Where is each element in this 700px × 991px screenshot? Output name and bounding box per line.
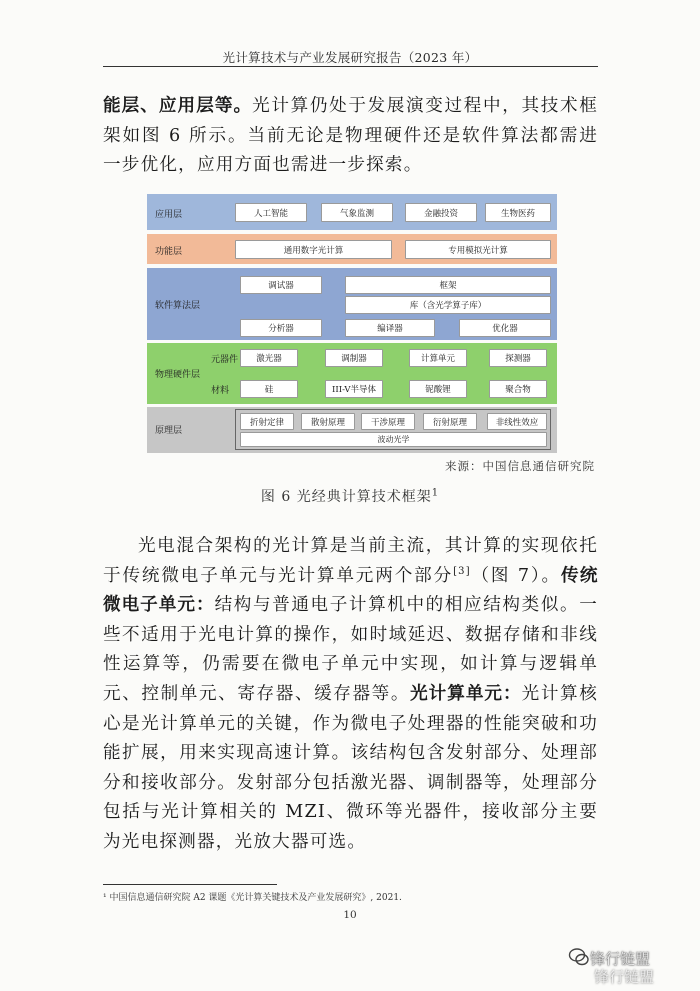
debugger-box: 调试器 bbox=[240, 276, 322, 294]
paragraph-1 bbox=[103, 92, 598, 181]
component-box: 调制器 bbox=[325, 349, 383, 367]
p2-bold-optical-unit: 光计算单元： bbox=[410, 683, 522, 704]
paragraph-1-text: 光计算仍处于发展演变过程中，其技术框架如图 6 所示。当前无论是物理硬件还是软件算法都需进一步优化，应用方面也需进一步探索。 bbox=[103, 96, 598, 176]
function-layer bbox=[147, 234, 557, 264]
principle-item: 干涉原理 bbox=[361, 413, 415, 430]
principle-item: 非线性效应 bbox=[487, 413, 547, 430]
analyzer-box: 分析器 bbox=[240, 319, 322, 337]
materials-label: 材料 bbox=[211, 386, 230, 396]
component-box: 探测器 bbox=[489, 349, 547, 367]
hardware-layer bbox=[147, 343, 557, 404]
application-layer-label: 应用层 bbox=[155, 210, 183, 220]
compiler-box: 编译器 bbox=[345, 319, 435, 337]
wave-optics-box: 波动光学 bbox=[240, 432, 547, 447]
caption-text: 图 6 光经典计算技术框架 bbox=[260, 489, 432, 505]
figure-source: 来源：中国信息通信研究院 bbox=[445, 459, 595, 473]
figure-caption bbox=[0, 486, 700, 506]
component-box: 激光器 bbox=[240, 349, 298, 367]
footnote-rule bbox=[103, 884, 277, 885]
watermark-text-2: 锋行链盟 bbox=[593, 968, 654, 986]
material-box: 铌酸锂 bbox=[409, 380, 467, 398]
p2-citation: [3] bbox=[453, 565, 471, 577]
material-box: 聚合物 bbox=[489, 380, 547, 398]
software-layer-label: 软件算法层 bbox=[155, 301, 201, 311]
optimizer-box: 优化器 bbox=[459, 319, 551, 337]
application-layer bbox=[147, 194, 557, 230]
p2-text-2: （图 7）。 bbox=[470, 565, 561, 586]
paragraph-1-bold: 能层、应用层等。 bbox=[103, 96, 253, 116]
p2-text-4: 光计算核心是光计算单元的关键，作为微电子处理器的性能突破和功能扩展，用来实现高速计算。该结构包含发射部分、处理部分和接收部分。发射部分包括激光器、调制器等，处理部分包括与光计算相关的 MZI、微环等光器件，接收部分主要为光电探测器，光放大器可选。 bbox=[103, 683, 598, 852]
watermark-text: 锋行链盟 bbox=[589, 950, 650, 968]
material-box: 硅 bbox=[240, 380, 298, 398]
library-box: 库（含光学算子库） bbox=[345, 296, 551, 314]
tech-framework-diagram bbox=[147, 194, 557, 453]
principle-layer bbox=[147, 407, 557, 453]
p2-text-1: 光电混合架构的光计算是当前主流，其计算的实现依托于传统微电子单元与光计算单元两个部分 bbox=[103, 536, 598, 586]
principle-item: 折射定律 bbox=[240, 413, 294, 430]
principle-item: 散射原理 bbox=[301, 413, 355, 430]
principle-item: 衍射原理 bbox=[423, 413, 477, 430]
function-item: 通用数字光计算 bbox=[235, 240, 392, 259]
hardware-layer-label: 物理硬件层 bbox=[155, 370, 201, 380]
app-item: 生物医药 bbox=[485, 203, 551, 222]
wechat-icon bbox=[568, 946, 590, 968]
framework-box: 框架 bbox=[345, 276, 551, 294]
p2-text-3: 结构与普通电子计算机中的相应结构类似。一些不适用于光电计算的操作，如时域延迟、数据存储和非线性运算等，仍需要在微电子单元中实现，如计算与逻辑单元、控制单元、寄存器、缓存器等。 bbox=[103, 595, 598, 704]
caption-footnote-ref: 1 bbox=[431, 487, 440, 499]
header-rule bbox=[103, 66, 598, 67]
paragraph-2 bbox=[103, 532, 598, 858]
components-label: 元器件 bbox=[211, 355, 239, 365]
p2-bold-microelectronic: 传统微电子单元： bbox=[103, 565, 599, 616]
function-layer-label: 功能层 bbox=[155, 247, 183, 257]
function-item: 专用模拟光计算 bbox=[405, 240, 551, 259]
material-box: III-V半导体 bbox=[325, 380, 383, 398]
principle-layer-label: 原理层 bbox=[155, 426, 183, 436]
page-header: 光计算技术与产业发展研究报告（2023 年） bbox=[222, 50, 478, 65]
app-item: 气象监测 bbox=[321, 203, 393, 222]
footnote: ¹ 中国信息通信研究院 A2 课题《光计算关键技术及产业发展研究》, 2021. bbox=[103, 893, 402, 903]
page-number: 10 bbox=[343, 909, 357, 921]
software-layer bbox=[147, 268, 557, 340]
app-item: 人工智能 bbox=[235, 203, 307, 222]
app-item: 金融投资 bbox=[405, 203, 477, 222]
component-box: 计算单元 bbox=[409, 349, 467, 367]
